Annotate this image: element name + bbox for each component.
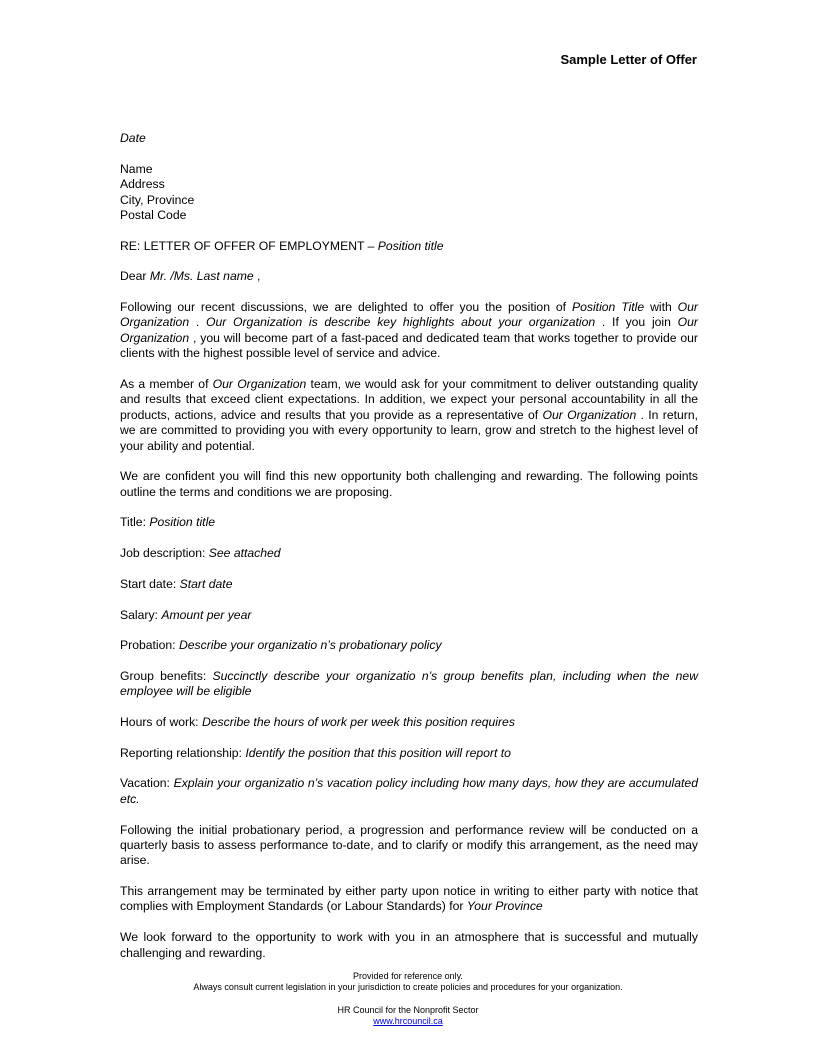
- term-label: Reporting relationship:: [120, 745, 246, 760]
- term-item: [120, 715, 698, 730]
- term-label: Hours of work:: [120, 715, 202, 730]
- term-label: Salary:: [120, 607, 162, 622]
- term-item: [120, 515, 698, 530]
- address-line: Address: [120, 177, 165, 192]
- term-item: [120, 638, 698, 653]
- term-item: [120, 577, 698, 592]
- document-title: Sample Letter of Offer: [560, 52, 697, 67]
- term-label: Title:: [120, 515, 150, 530]
- paragraph-closing: We look forward to the opportunity to work with you in an atmosphere that is successful and mutually challenging and rewarding.: [120, 930, 698, 960]
- disclaimer: [0, 971, 816, 993]
- term-value: Describe your organizatio n’s probationary policy: [178, 638, 442, 653]
- term-label: Probation:: [120, 638, 179, 653]
- term-label: Vacation:: [120, 776, 174, 791]
- term-item: [120, 608, 698, 623]
- date-placeholder: Date: [120, 131, 146, 145]
- term-item: [120, 776, 698, 807]
- paragraph-commitment: As a member of Our Organization team, we would ask for your commitment to deliver outstanding quality and results that exceed client expectations. In addition, we expect your personal accountability in all the products, actions, advice and results that you provide as a representative of Our Organization . In return, we are committed to providing you with every opportunity to learn, grow and stretch to the highest level of your ability and potential.: [120, 376, 698, 453]
- paragraph-termination: This arrangement may be terminated by either party upon notice in writing to either party with notice that complies with Employment Standards (or Labour Standards) for Your Province: [120, 884, 698, 914]
- address-line: City, Province: [120, 192, 195, 207]
- term-value: Amount per year: [161, 607, 252, 622]
- disclaimer-line: Provided for reference only.: [353, 971, 463, 981]
- paragraph-offer: Following our recent discussions, we are delighted to offer you the position of Position Title with Our Organization . Our Organization is describe key highlights about your organization . If you join Our Organization , you will become part of a fast-paced and dedicated team that works together to provide our clients with the highest possible level of service and advice.: [120, 300, 698, 361]
- address-line: Postal Code: [120, 207, 187, 222]
- footer-org: [0, 1005, 816, 1027]
- terms-list: [120, 515, 698, 807]
- term-item: [120, 546, 698, 561]
- term-item: [120, 746, 698, 761]
- term-label: Start date:: [120, 576, 180, 591]
- recipient-address: [120, 162, 698, 224]
- term-value: Start date: [179, 576, 233, 591]
- term-value: Explain your organizatio n’s vacation policy including how many days, how they are accumulated etc.: [120, 776, 698, 806]
- address-line: Name: [120, 161, 153, 176]
- term-value: Position title: [149, 515, 216, 530]
- term-value: Describe the hours of work per week this position requires: [201, 715, 515, 730]
- term-item: [120, 669, 698, 700]
- subject-line: RE: LETTER OF OFFER OF EMPLOYMENT – Position title: [120, 238, 444, 253]
- disclaimer-line: Always consult current legislation in your jurisdiction to create policies and procedures for your organization.: [193, 982, 623, 992]
- salutation: Dear Mr. /Ms. Last name ,: [120, 269, 261, 284]
- website-link[interactable]: www.hrcouncil.ca: [373, 1016, 443, 1026]
- term-label: Job description:: [120, 546, 209, 561]
- term-label: Group benefits:: [120, 668, 213, 683]
- letter-body: [120, 131, 698, 976]
- organization-name: HR Council for the Nonprofit Sector: [337, 1005, 479, 1015]
- term-value: See attached: [208, 546, 281, 561]
- paragraph-terms-intro: We are confident you will find this new opportunity both challenging and rewarding. The following points outline the terms and conditions we are proposing.: [120, 469, 698, 499]
- date-line: [120, 131, 698, 146]
- paragraph-review: Following the initial probationary period, a progression and performance review will be conducted on a quarterly basis to assess performance to-date, and to clarify or modify this arrangement, as the need may arise.: [120, 822, 698, 868]
- term-value: Succinctly describe your organizatio n’s group benefits plan, including when the new employee will be eligible: [120, 668, 698, 699]
- term-value: Identify the position that this position will report to: [245, 745, 511, 760]
